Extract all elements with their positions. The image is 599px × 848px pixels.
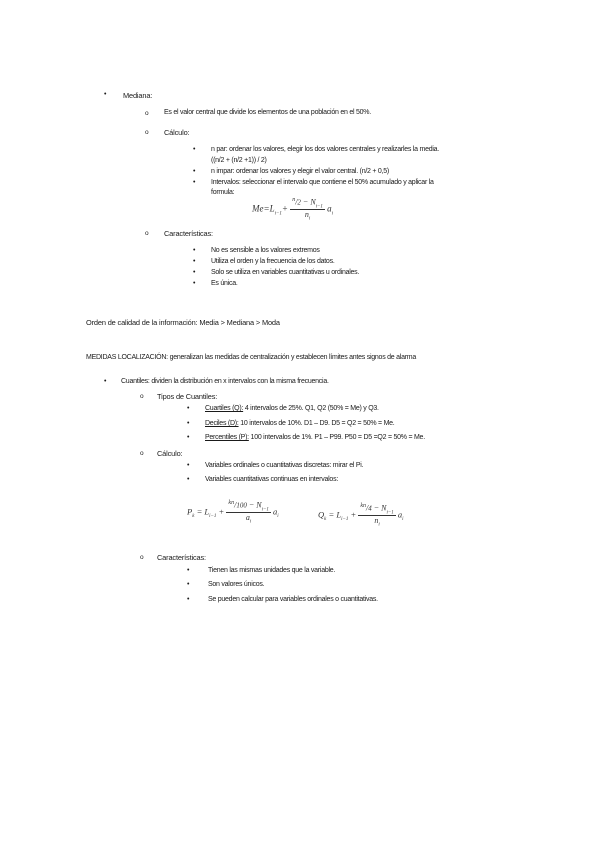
bullet: • [187,581,190,588]
cuantiles-calculo-label: Cálculo: [157,449,183,458]
circle-bullet: o [140,393,144,400]
mediana-calc-item: ((n/2 + (n/2 +1)) / 2) [211,157,267,164]
cuantiles-calc-item: Variables ordinales o cuantitativas discretas: mirar el Pi. [205,462,364,469]
bullet: • [193,168,196,175]
mediana-caract-item: Utiliza el orden y la frecuencia de los datos. [211,258,335,265]
cuantiles-heading: Cuantiles: dividen la distribución en x intervalos con la misma frecuencia. [121,378,329,385]
circle-bullet: o [145,230,149,237]
mediana-calculo-label: Cálculo: [164,128,190,137]
medidas-localizacion: MEDIDAS LOCALIZACIÓN: generalizan las medidas de centralización y establecen límites antes signos de alarma [86,354,417,361]
bullet: • [187,476,190,483]
cuantiles-caract-label: Características: [157,553,206,562]
mediana-calc-item: formula: [211,189,235,196]
mediana-caract-label: Características: [164,229,213,238]
circle-bullet: o [140,450,144,457]
mediana-heading: Mediana: [123,91,153,100]
cuantiles-calc-item: Variables cuantitativas continuas en intervalos: [205,476,339,483]
bullet: • [187,567,190,574]
mediana-formula: $Me=L_{i-1}+$ $\frac{^n/2 - N_{i-1}}{n_i}$ $a_i$ [252,197,334,222]
mediana-caract-item: Es única. [211,280,238,287]
tipo-cuartiles: Cuartiles (Q): 4 intervalos de 25%. Q1, Q2 (50% = Me) y Q3. [205,405,379,412]
circle-bullet: o [140,554,144,561]
bullet: • [187,434,190,441]
tipo-percentiles: Percentiles (P): 100 intervalos de 1%. P1 – P99. P50 = D5 =Q2 = 50% = Me. [205,434,425,441]
bullet: • [193,269,196,276]
cuartil-formula: $Q_k = L_{i-1}$ + $\frac{^{kn}/4 - N_{i-1}}{n_i}$ $a_i$ [318,503,404,528]
bullet: • [193,258,196,265]
cuantiles-caract-item: Tienen las mismas unidades que la variable. [208,567,336,574]
bullet: • [187,462,190,469]
bullet: • [193,247,196,254]
bullet: • [187,420,190,427]
mediana-caract-item: No es sensible a los valores extremos [211,247,320,254]
mediana-calc-item: Intervalos: seleccionar el intervalo que contiene el 50% acumulado y aplicar la [211,179,434,186]
circle-bullet: o [145,129,149,136]
bullet: • [104,91,107,98]
bullet: • [193,280,196,287]
mediana-calc-item: n impar: ordenar los valores y elegir el valor central. (n/2 + 0,5) [211,168,389,175]
tipos-label: Tipos de Cuantiles: [157,392,218,401]
bullet: • [104,378,107,385]
bullet: • [187,596,190,603]
mediana-caract-item: Solo se utiliza en variables cuantitativas u ordinales. [211,269,360,276]
percentil-formula: $P_k = L_{i-1}$ + $\frac{^{kn}/100 - N_{i-1}}{a_i}$ $a_i$ [187,500,279,525]
bullet: • [193,179,196,186]
mediana-definition: Es el valor central que divide los elementos de una población en el 50%. [164,109,371,116]
bullet: • [193,146,196,153]
circle-bullet: o [145,110,149,117]
cuantiles-caract-item: Son valores únicos. [208,581,265,588]
bullet: • [187,405,190,412]
mediana-calc-item: n par: ordenar los valores, elegir los dos valores centrales y realizarles la media. [211,146,440,153]
tipo-deciles: Deciles (D): 10 intervalos de 10%. D1 – D9. D5 = Q2 = 50% = Me. [205,420,395,427]
cuantiles-caract-item: Se pueden calcular para variables ordinales o cuantitativas. [208,596,378,603]
orden-calidad: Orden de calidad de la información: Media > Mediana > Moda [86,318,280,327]
